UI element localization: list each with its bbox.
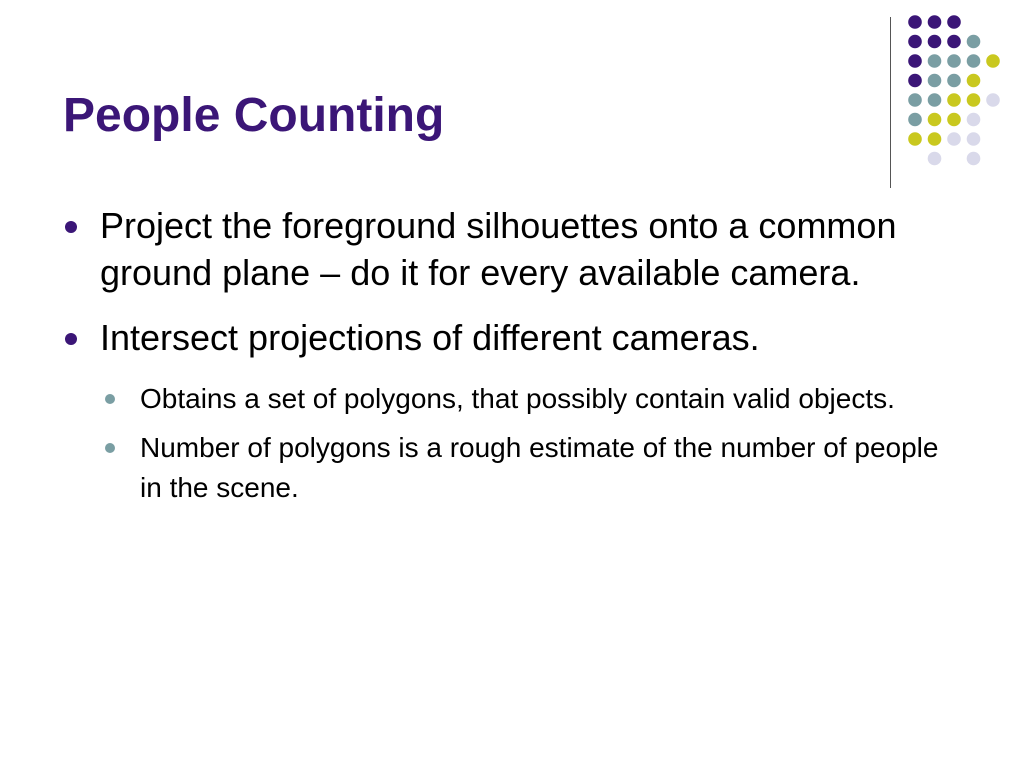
decor-dot — [908, 113, 922, 127]
decor-dot — [928, 35, 942, 49]
decor-dot — [967, 54, 981, 68]
decor-dot — [908, 15, 922, 29]
decor-dot — [967, 113, 981, 127]
sub-bullet-list — [62, 379, 942, 508]
decor-dot — [928, 152, 942, 166]
sub-bullet-text: Number of polygons is a rough estimate of the number of people in the scene. — [140, 432, 939, 503]
bullet-list — [62, 202, 942, 517]
decor-dot — [928, 93, 942, 107]
decor-dot — [947, 35, 961, 49]
decor-dot — [947, 113, 961, 127]
bullet-item-2 — [62, 314, 942, 361]
decor-dot — [928, 113, 942, 127]
sub-bullet-text: Obtains a set of polygons, that possibly contain valid objects. — [140, 383, 895, 414]
decor-dot — [908, 54, 922, 68]
decor-dot — [947, 15, 961, 29]
decor-dot — [928, 54, 942, 68]
sub-bullet-item-2 — [62, 428, 942, 508]
decor-dot — [967, 74, 981, 88]
decor-dot — [928, 15, 942, 29]
slide-title: People Counting — [63, 89, 445, 142]
decor-dot — [908, 93, 922, 107]
decor-dot — [928, 132, 942, 146]
bullet-text: Project the foreground silhouettes onto a common ground plane – do it for every available camera. — [100, 205, 897, 293]
bullet-dot-icon — [65, 333, 77, 345]
decor-dot — [967, 35, 981, 49]
bullet-text: Intersect projections of different cameras. — [100, 317, 760, 358]
sub-bullet-dot-icon — [105, 394, 115, 404]
sub-bullet-item-1 — [62, 379, 942, 419]
bullet-dot-icon — [65, 221, 77, 233]
decor-dot — [947, 74, 961, 88]
decor-dot — [967, 132, 981, 146]
decor-dot — [928, 74, 942, 88]
decor-dot — [967, 93, 981, 107]
decor-dot — [986, 54, 1000, 68]
decor-dot — [986, 93, 1000, 107]
decor-dot — [947, 54, 961, 68]
decor-dot — [947, 132, 961, 146]
decor-dot — [947, 93, 961, 107]
decor-dot — [967, 152, 981, 166]
decor-dot — [908, 35, 922, 49]
decorative-dot-grid — [904, 10, 1024, 170]
decor-dot — [908, 132, 922, 146]
divider-line — [890, 17, 891, 188]
bullet-item-1 — [62, 202, 942, 296]
sub-bullet-dot-icon — [105, 443, 115, 453]
decor-dot — [908, 74, 922, 88]
